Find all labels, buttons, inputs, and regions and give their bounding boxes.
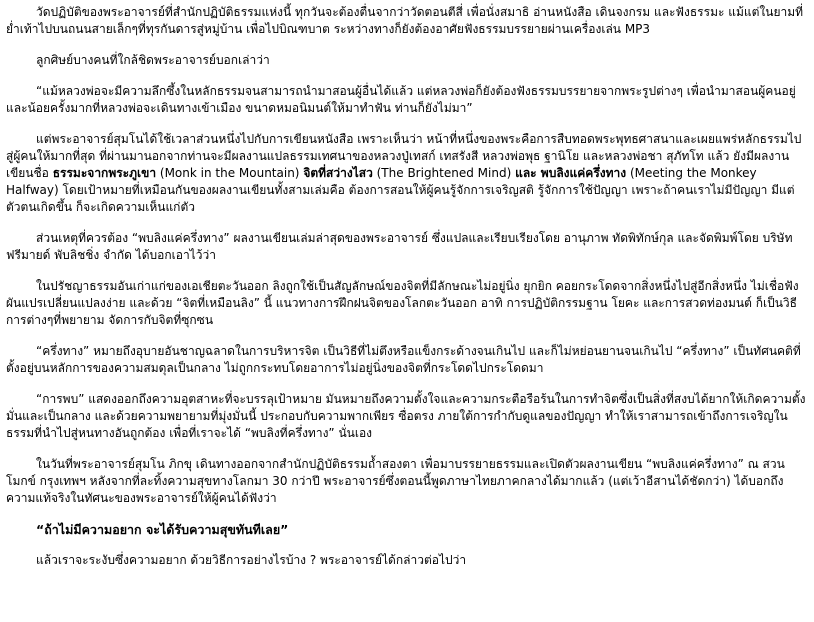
paragraph-1: วัดปฏิบัติของพระอาจารย์ที่สำนักปฏิบัติธรรมแห่งนี้ ทุกวันจะต้องตื่นจากว่าวัดตอนตีสี่ เพื่อนั่งสมาธิ อ่านหนังสือ เดินจงกรม และฟังธรรมะ แม้แต่ในยามที่ย่ำเท้าไปบนถนนสายเล็กๆที่ทุรกันดารสู่หมู่บ้าน เพื่อไปบิณฑบาต ระหว่างทางก็ยังต้องอาศัยฟังธรรมบรรยายผ่านเครื่องเล่น MP3: [6, 5, 804, 36]
paragraph-5: ส่วนเหตุที่ควรต้อง “พบลิงแค่ครึ่งทาง” ผลงานเขียนเล่มล่าสุดของพระอาจารย์ ซึ่งแปลและเรียบเรียงโดย อานุภาพ ทัดพิทักษ์กุล และจัดพิมพ์โดย บริษัท ฟรีมายด์ พับลิชชิ่ง จำกัด ได้บอกเอาไว้ว่า: [6, 231, 793, 262]
paragraph-books: [6, 131, 806, 216]
paragraph-2: ลูกศิษย์บางคนที่ใกล้ชิดพระอาจารย์บอกเล่าว่า: [36, 53, 270, 67]
book-title-meeting-monkey: และ พบลิงแค่ครึ่งทาง: [515, 166, 627, 180]
paragraph-11: แล้วเราจะระงับซึ่งความอยาก ด้วยวิธีการอย่างไรบ้าง ? พระอาจารย์ได้กล่าวต่อไปว่า: [36, 553, 467, 567]
bold-quote: “ถ้าไม่มีความอยาก จะได้รับความสุขทันทีเลย”: [36, 522, 289, 537]
book-title-brightened-mind: จิตที่สว่างไสว: [303, 166, 373, 180]
paragraph-9: ในวันที่พระอาจารย์สุมโน ภิกขุ เดินทางออกจากสำนักปฏิบัติธรรมถ้ำสองตา เพื่อมาบรรยายธรรมและเปิดตัวผลงานเขียน “พบลิงแค่ครึ่งทาง” ณ สวนโมกข์ กรุงเทพฯ หลังจากที่ละทิ้งความสุขทางโลกมา 30 กว่าปี พระอาจารย์ซึ่งตอนนี้พูดภาษาไทยภาคกลางได้มากแล้ว (แต่เว้าอีสานได้ชัดกว่า) ได้บอกถึงความแท้จริงในทัศนะของพระอาจารย์ให้ผู้คนได้ฟังว่า: [6, 457, 785, 505]
book-title-brightened-mind-en: (The Brightened Mind): [372, 166, 516, 180]
paragraph-8: “การพบ” แสดงออกถึงความอุตสาหะที่จะบรรลุเป้าหมาย มันหมายถึงความตั้งใจและความกระตือรือร้นในการทำจิตซึ่งเป็นสิ่งที่สงบได้ยากให้เกิดความตั้งมั่นและเป็นกลาง และด้วยความพยายามที่มุ่งมั่นนี้ ประกอบกับความพากเพียร ซื่อตรง ภายใต้การกำกับดูแลของปัญญา ทำให้เราสามารถเข้าถึงการเจริญในธรรมที่นำไปสู่หนทางอันถูกต้อง เพื่อที่เราจะได้ “พบลิงที่ครึ่งทาง” นั่นเอง: [6, 392, 806, 440]
books-outro-text: (Meeting the Monkey Halfway) โดยเป้าหมายที่เหมือนกันของผลงานเขียนทั้งสามเล่มคือ ต้องการสอนให้ผู้คนรู้จักการเจริญสติ รู้จักการใช้ปัญญา เพราะถ้าคนเราไม่มีปัญญา มีแต่ตัวตนเกิดขึ้น ก็จะเกิดความเห็นแก่ตัว: [6, 166, 795, 214]
book-title-monk-mountain-en: (Monk in the Mountain): [156, 166, 304, 180]
books-intro-text: แต่พระอาจารย์สุมโนได้ใช้เวลาส่วนหนึ่งไปกับการเขียนหนังสือ เพราะเห็นว่า หน้าที่หนึ่งของพระคือการสืบทอดพระพุทธศาสนาและเผยแพร่หลักธรรมไปสู่ผู้คนให้มากที่สุด ที่ผ่านมานอกจากท่านจะมีผลงานแปลธรรมเทศนาของหลวงปู่เทสก์ เทสรังสี หลวงพ่อพุธ ฐานิโย และหลวงพ่อชา สุภัทโท แล้ว ยังมีผลงานเขียนชื่อ: [6, 132, 802, 180]
quote-paragraph: “แม้หลวงพ่อจะมีความลึกซึ้งในหลักธรรมจนสามารถนำมาสอนผู้อื่นได้แล้ว แต่หลวงพ่อก็ยังต้องฟังธรรมบรรยายจากพระรูปต่างๆ เพื่อนำมาสอนผู้คนอยู่ และน้อยครั้งมากที่หลวงพ่อจะเดินทางเข้าเมือง ขนาดหมอนิมนต์ให้มาทำฟัน ท่านก็ยังไม่มา”: [6, 84, 796, 115]
article-body: [6, 4, 806, 583]
paragraph-7: “ครึ่งทาง” หมายถึงอุบายอันชาญฉลาดในการบริหารจิต เป็นวิธีที่ไม่ตึงหรือแข็งกระด้างจนเกินไป และก็ไม่หย่อนยานจนเกินไป “ครึ่งทาง” เป็นทัศนคติที่ตั้งอยู่บนหลักการของความสมดุลเป็นกลาง ไม่ถูกกระทบโดยอาการไม่อยู่นิ่งของจิตที่กระโดดไปกระโดดมา: [6, 344, 801, 375]
paragraph-6: ในปรัชญาธรรมอันเก่าแก่ของเอเชียตะวันออก ลิงถูกใช้เป็นสัญลักษณ์ของจิตที่มีลักษณะไม่อยู่นิ่ง ยุกยิก คอยกระโดดจากสิ่งหนึ่งไปสู่อีกสิ่งหนึ่ง ไม่เชื่อฟัง ผันแปรเปลี่ยนแปลงง่าย และด้วย “จิตที่เหมือนลิง” นี้ แนวทางการฝึกฝนจิตของโลกตะวันออก อาทิ การปฏิบัติกรรมฐาน โยคะ และการสวดท่องมนต์ ก็เป็นวิธีการต่างๆที่พยายาม จัดการกับจิตที่ซุกซน: [6, 279, 799, 327]
book-title-monk-mountain: ธรรมะจากพระภูเขา: [52, 166, 157, 180]
